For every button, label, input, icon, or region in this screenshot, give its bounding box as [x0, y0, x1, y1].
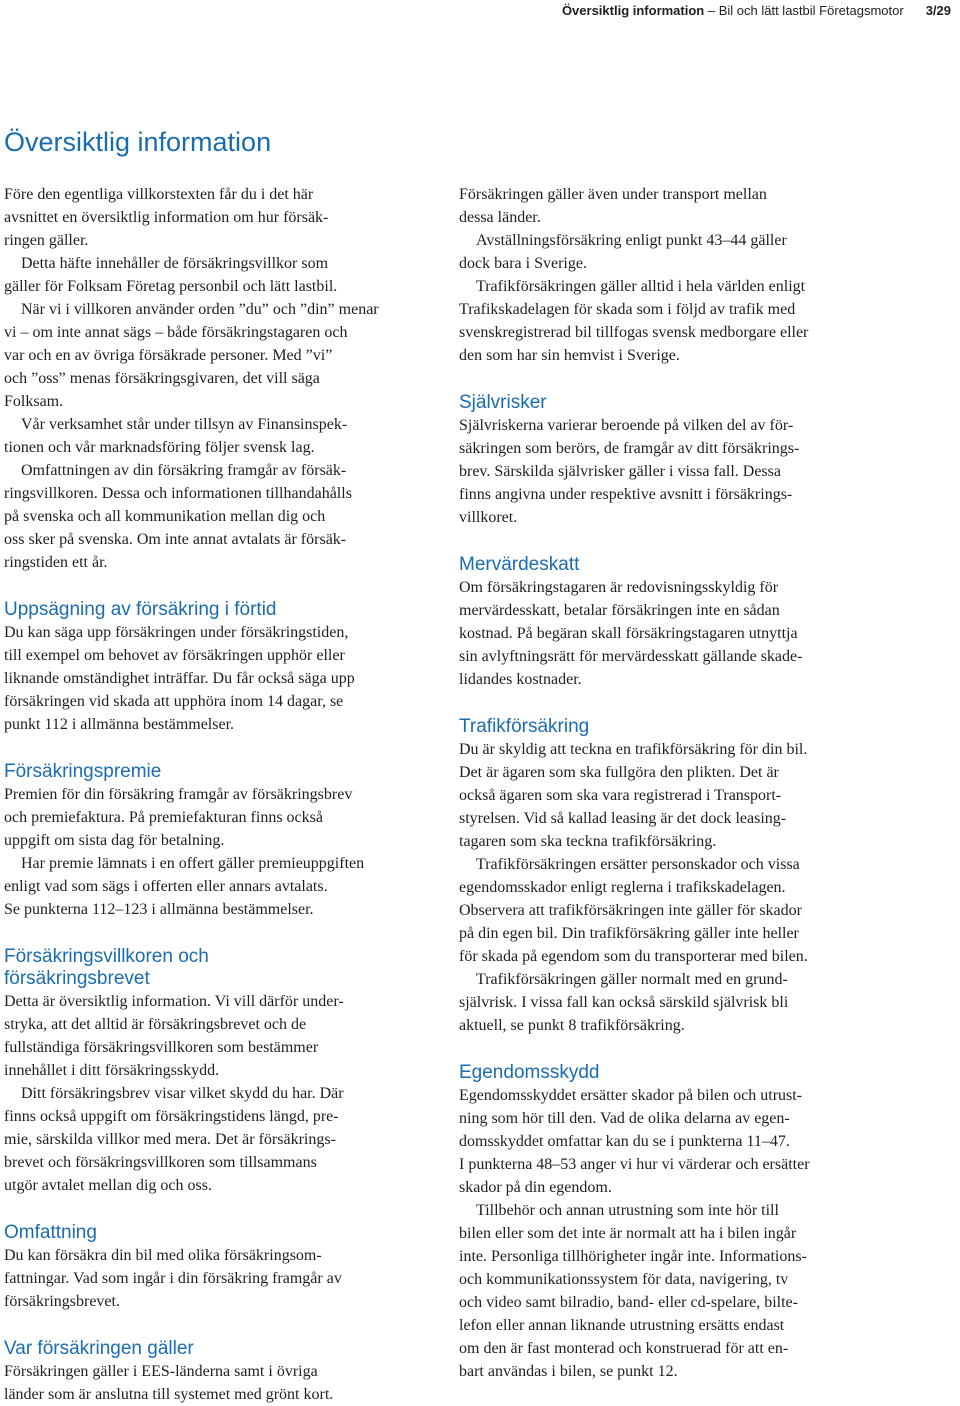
text-line: Egendomsskyddet ersätter skador på bilen och utrust- [459, 1087, 803, 1104]
text-line: Observera att trafikförsäkringen inte gäller för skador [459, 902, 802, 919]
text-line: finns också uppgift om försäkringstidens längd, pre- [4, 1108, 339, 1125]
section-heading: Självrisker [459, 392, 547, 413]
body-paragraph [459, 229, 899, 275]
intro-paragraph [4, 252, 444, 298]
text-line: vi – om inte annat sägs – både försäkringstagaren och [4, 324, 348, 341]
text-line: avsnittet en översiktlig information om hur försäk- [4, 209, 329, 226]
text-line: styrelsen. Vid så kallad leasing är det dock leasing- [459, 810, 787, 827]
body-paragraph [4, 783, 444, 852]
body-paragraph [459, 968, 899, 1037]
text-line: I punkterna 48–53 anger vi hur vi värderar och ersätter [459, 1156, 810, 1173]
sjalvrisker-section [459, 392, 899, 529]
page-header [562, 3, 951, 18]
text-line: enligt vad som sägs i offerten eller annars avtalats. [4, 878, 328, 895]
text-line: ringstiden ett år. [4, 554, 108, 571]
text-line: Du är skyldig att teckna en trafikförsäkring för din bil. [459, 741, 808, 758]
text-line: den som har sin hemvist i Sverige. [459, 347, 680, 364]
left-column [4, 183, 444, 1406]
text-line: brev. Särskilda självrisker gäller i vissa fall. Dessa [459, 463, 781, 480]
text-line: självrisk. I vissa fall kan också särskild självrisk bli [459, 994, 789, 1011]
text-line: När vi i villkoren använder orden ”du” och ”din” menar [21, 301, 379, 318]
text-line: Trafikförsäkringen gäller normalt med en grund- [476, 971, 788, 988]
body-paragraph [459, 738, 899, 853]
text-line: var och en av övriga försäkrade personer. Med ”vi” [4, 347, 333, 364]
intro-paragraph [4, 183, 444, 252]
text-line: lefon eller annan liknande utrustning ersätts endast [459, 1317, 785, 1334]
text-line: uppgift om sista dag för betalning. [4, 832, 225, 849]
text-line: tionen och vår marknadsföring följer svensk lag. [4, 439, 315, 456]
text-line: Detta häfte innehåller de försäkringsvillkor som [21, 255, 329, 272]
text-line: om den är fast monterad och konstruerad för att en- [459, 1340, 789, 1357]
body-paragraph [4, 852, 444, 921]
text-line: punkt 112 i allmänna bestämmelser. [4, 716, 235, 733]
text-line: Du kan försäkra din bil med olika försäkringsom- [4, 1247, 322, 1264]
intro-paragraph [4, 298, 444, 413]
text-line: innehållet i ditt försäkringsskydd. [4, 1062, 220, 1079]
text-line: Före den egentliga villkorstexten får du i det här [4, 186, 314, 203]
text-line: dessa länder. [459, 209, 541, 226]
text-line: Trafikförsäkringen gäller alltid i hela världen enligt [476, 278, 806, 295]
text-line: Ditt försäkringsbrev visar vilket skydd du har. Där [21, 1085, 344, 1102]
text-line: Har premie lämnats i en offert gäller premieuppgiften [21, 855, 365, 872]
text-line: dock bara i Sverige. [459, 255, 587, 272]
text-line: för skada på egendom som du transporterar med bilen. [459, 948, 808, 965]
text-line: och video samt bilradio, band- eller cd-spelare, bilte- [459, 1294, 798, 1311]
text-line: svenskregistrerad bil tillfogas svensk medborgare eller [459, 324, 809, 341]
moms-section [459, 554, 899, 691]
text-line: oss sker på svenska. Om inte annat avtalats är försäk- [4, 531, 347, 548]
text-line: Tillbehör och annan utrustning som inte hör till [476, 1202, 779, 1219]
section-heading: Försäkringspremie [4, 761, 162, 782]
text-line: Avställningsförsäkring enligt punkt 43–44 gäller [476, 232, 787, 249]
text-line: Trafikförsäkringen ersätter personskador och vissa [476, 856, 800, 873]
body-paragraph [459, 576, 899, 691]
omfattning-section [4, 1222, 444, 1313]
body-paragraph [459, 183, 899, 229]
text-line: Du kan säga upp försäkringen under försäkringstiden, [4, 624, 349, 641]
text-line: försäkringsbrevet. [4, 1293, 120, 1310]
text-line: domsskyddet omfattar kan du se i punkterna 11–47. [459, 1133, 790, 1150]
text-line: och kommunikationssystem för data, navigering, tv [459, 1271, 789, 1288]
body-paragraph [459, 853, 899, 968]
text-line: stryka, att det alltid är försäkringsbrevet och de [4, 1016, 307, 1033]
text-line: Självriskerna varierar beroende på vilken del av för- [459, 417, 794, 434]
text-line: och premiefaktura. På premiefakturan finns också [4, 809, 323, 826]
text-line: bilen eller som det inte är normalt att ha i bilen ingår [459, 1225, 797, 1242]
body-paragraph [4, 1082, 444, 1197]
text-line: försäkringsbrevet [4, 968, 150, 989]
text-line: Försäkringen gäller även under transport mellan [459, 186, 767, 203]
text-line: ringen gäller. [4, 232, 89, 249]
header-dash: – [704, 3, 719, 18]
header-title: Översiktlig information [561, 3, 705, 18]
text-line: Vår verksamhet står under tillsyn av Finansinspek- [21, 416, 348, 433]
text-line: också ägaren som ska vara registrerad i Transport- [459, 787, 782, 804]
text-line: Omfattningen av din försäkring framgår av försäk- [21, 462, 347, 479]
text-line: Försäkringen gäller i EES-länderna samt i övriga [4, 1363, 318, 1380]
text-line: Folksam. [4, 393, 64, 410]
text-line: på din egen bil. Din trafikförsäkring gäller inte heller [459, 925, 799, 942]
section-heading: Egendomsskydd [459, 1062, 600, 1083]
text-line: lidandes kostnader. [459, 671, 582, 688]
intro-section [4, 183, 444, 574]
text-line: finns angivna under respektive avsnitt i försäkrings- [459, 486, 793, 503]
uppsagning-section [4, 599, 444, 736]
premie-section [4, 761, 444, 921]
right-intro-section [459, 183, 899, 367]
text-line: bart användas i bilen, se punkt 12. [459, 1363, 678, 1380]
text-line: och ”oss” menas försäkringsgivaren, det vill säga [4, 370, 320, 387]
section-heading: Var försäkringen gäller [4, 1338, 194, 1359]
text-line: ringsvillkoren. Dessa och informationen tillhandahålls [4, 485, 352, 502]
page-title: Översiktlig information [4, 127, 272, 157]
section-heading: Uppsägning av försäkring i förtid [4, 599, 277, 620]
text-line: Premien för din försäkring framgår av försäkringsbrev [4, 786, 353, 803]
body-paragraph [4, 990, 444, 1082]
text-line: Detta är översiktlig information. Vi vill därför under- [4, 993, 344, 1010]
text-line: gäller för Folksam Företag personbil och lätt lastbil. [4, 278, 338, 295]
text-line: försäkringen vid skada att upphöra inom 14 dagar, se [4, 693, 344, 710]
text-line: Försäkringsvillkoren och [4, 946, 209, 967]
body-paragraph [4, 621, 444, 736]
text-line: Det är ägaren som ska fullgöra den plikten. Det är [459, 764, 779, 781]
text-line: brevet och försäkringsvillkoren som tillsammans [4, 1154, 317, 1171]
page-number: 3/29 [925, 3, 951, 18]
body-paragraph [459, 275, 899, 367]
section-heading: Mervärdeskatt [459, 554, 580, 575]
body-paragraph [459, 1199, 899, 1383]
text-line: på svenska och all kommunikation mellan dig och [4, 508, 326, 525]
text-line: ning som hör till den. Vad de olika delarna av egen- [459, 1110, 790, 1127]
text-line: inte. Personliga tillhörigheter ingår inte. Informations- [459, 1248, 807, 1265]
text-line: liknande omständighet inträffar. Du får också säga upp [4, 670, 355, 687]
text-line: fullständiga försäkringsvillkoren som bestämmer [4, 1039, 319, 1056]
text-line: sin avlyftningsrätt för mervärdesskatt gällande skade- [459, 648, 803, 665]
section-heading [4, 946, 444, 990]
section-heading: Omfattning [4, 1222, 97, 1243]
body-paragraph [459, 1084, 899, 1199]
body-paragraph [4, 1244, 444, 1313]
intro-paragraph [4, 459, 444, 574]
text-line: Om försäkringstagaren är redovisningsskyldig för [459, 579, 779, 596]
text-line: mervärdesskatt, betalar försäkringen inte en sådan [459, 602, 780, 619]
text-line: mie, särskilda villkor med mera. Det är försäkrings- [4, 1131, 336, 1148]
text-line: aktuell, se punkt 8 trafikförsäkring. [459, 1017, 685, 1034]
text-line: säkringen som berörs, de framgår av ditt försäkrings- [459, 440, 800, 457]
text-line: fattningar. Vad som ingår i din försäkring framgår av [4, 1270, 342, 1287]
text-line: tagaren som ska teckna trafikförsäkring. [459, 833, 717, 850]
body-paragraph [459, 414, 899, 529]
text-line: skador på din egendom. [459, 1179, 612, 1196]
text-line: till exempel om behovet av försäkringen upphör eller [4, 647, 345, 664]
text-line: utgör avtalet mellan dig och oss. [4, 1177, 212, 1194]
text-line: kostnad. På begäran skall försäkringstagaren utnyttja [459, 625, 798, 642]
trafik-section [459, 716, 899, 1037]
intro-paragraph [4, 413, 444, 459]
text-line: Se punkterna 112–123 i allmänna bestämmelser. [4, 901, 314, 918]
villkoren-section [4, 946, 444, 1197]
egendom-section [459, 1062, 899, 1383]
text-line: Trafikskadelagen för skada som i följd av trafik med [459, 301, 796, 318]
text-line: länder som är anslutna till systemet med grönt kort. [4, 1386, 334, 1403]
header-subtitle: Bil och lätt lastbil Företagsmotor [718, 3, 904, 18]
var-galler-section [4, 1338, 444, 1406]
right-column [459, 183, 899, 1383]
body-paragraph [4, 1360, 444, 1406]
text-line: villkoret. [459, 509, 518, 526]
section-heading: Trafikförsäkring [459, 716, 590, 737]
text-line: egendomsskador enligt reglerna i trafikskadelagen. [459, 879, 786, 896]
